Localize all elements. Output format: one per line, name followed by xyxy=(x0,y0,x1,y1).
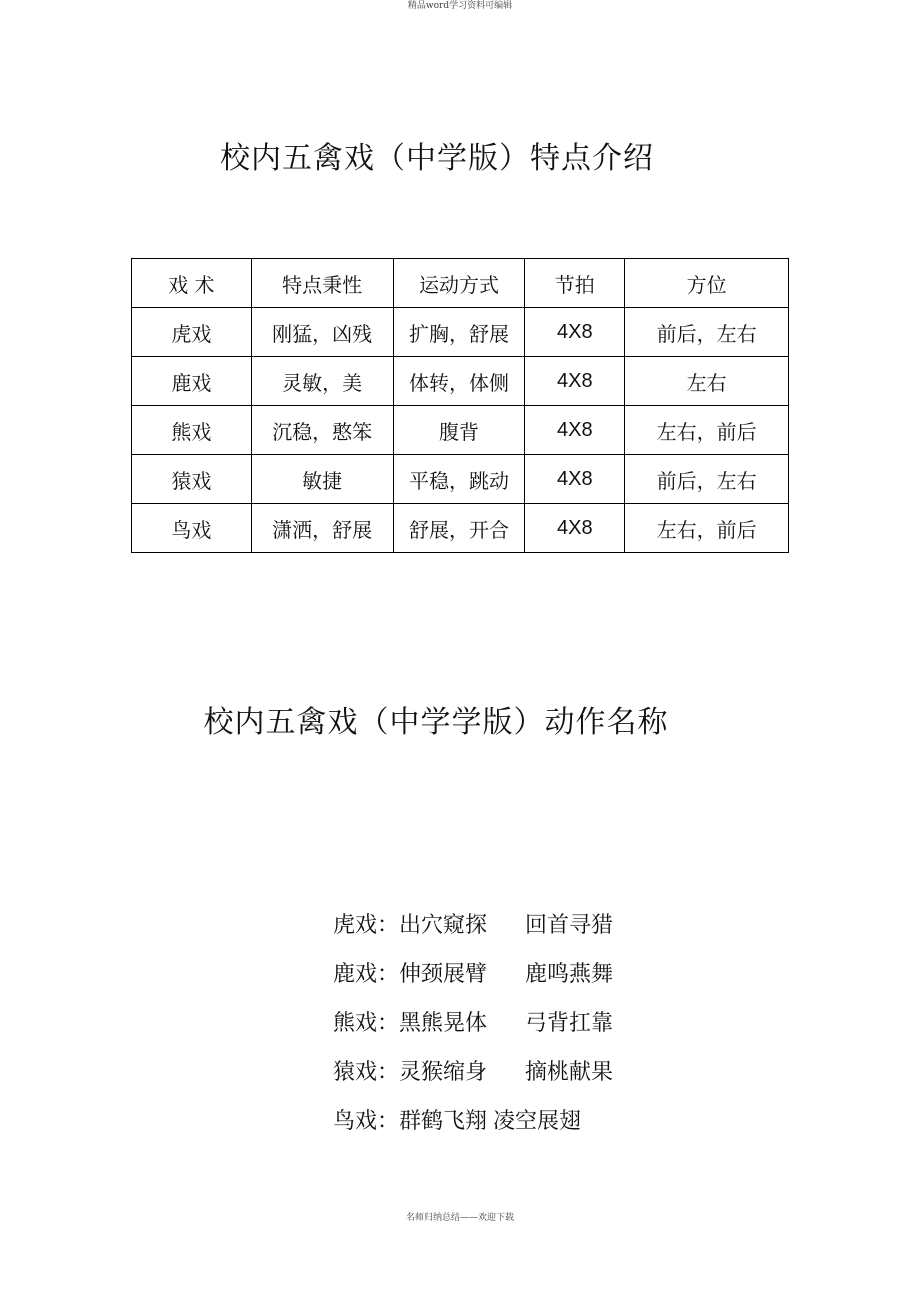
table-cell: 鸟戏 xyxy=(132,504,252,553)
table-cell: 刚猛，凶残 xyxy=(251,308,393,357)
move-animal: 熊戏： xyxy=(332,1011,399,1036)
table-cell: 沉稳，憨笨 xyxy=(251,406,393,455)
table-cell: 舒展，开合 xyxy=(393,504,525,553)
table-cell: 猿戏 xyxy=(132,455,252,504)
header-cell: 特点秉性 xyxy=(251,259,393,308)
move-name: 凌空展翅 xyxy=(493,1109,582,1134)
table-cell: 腹背 xyxy=(393,406,525,455)
table-cell: 扩胸，舒展 xyxy=(393,308,525,357)
table-cell: 左右，前后 xyxy=(625,504,789,553)
move-animal: 虎戏： xyxy=(332,913,399,938)
table-header-row xyxy=(132,259,789,308)
table-cell: 左右 xyxy=(625,357,789,406)
table-cell: 4X8 xyxy=(525,308,625,357)
move-name: 回首寻猎 xyxy=(525,913,614,938)
table-cell: 4X8 xyxy=(525,504,625,553)
header-cell: 节拍 xyxy=(525,259,625,308)
table-cell: 4X8 xyxy=(525,357,625,406)
features-table xyxy=(131,258,789,553)
move-animal: 鸟戏： xyxy=(332,1109,399,1134)
table-cell: 前后，左右 xyxy=(625,308,789,357)
move-name: 灵猴缩身 xyxy=(399,1060,488,1085)
table-cell: 4X8 xyxy=(525,455,625,504)
table-cell: 平稳，跳动 xyxy=(393,455,525,504)
move-animal: 鹿戏： xyxy=(332,962,399,987)
table-cell: 前后，左右 xyxy=(625,455,789,504)
page-title: 校内五禽戏（中学版）特点介绍 xyxy=(220,141,654,176)
table-row xyxy=(132,406,789,455)
table-cell: 体转，体侧 xyxy=(393,357,525,406)
table-cell: 虎戏 xyxy=(132,308,252,357)
table-cell: 敏捷 xyxy=(251,455,393,504)
header-note: 精品word学习资料可编辑 xyxy=(407,1,513,11)
move-name: 弓背扛靠 xyxy=(525,1011,614,1036)
table-cell: 熊戏 xyxy=(132,406,252,455)
header-cell: 戏 术 xyxy=(132,259,252,308)
move-name: 出穴窥探 xyxy=(399,913,488,938)
table-cell: 4X8 xyxy=(525,406,625,455)
move-animal: 猿戏： xyxy=(332,1060,399,1085)
table-row xyxy=(132,357,789,406)
move-name: 鹿鸣燕舞 xyxy=(525,962,614,987)
move-name: 群鹤飞翔 xyxy=(399,1109,488,1134)
header-cell: 方位 xyxy=(625,259,789,308)
section-title: 校内五禽戏（中学学版）动作名称 xyxy=(203,705,669,740)
moves-list xyxy=(305,852,614,1134)
table-cell: 灵敏，美 xyxy=(251,357,393,406)
table-row xyxy=(132,455,789,504)
table-cell: 鹿戏 xyxy=(132,357,252,406)
table-row xyxy=(132,308,789,357)
footer-note: 名师归纳总结——欢迎下载 xyxy=(405,1213,514,1223)
table-cell: 左右，前后 xyxy=(625,406,789,455)
table-cell: 潇洒，舒展 xyxy=(251,504,393,553)
move-name: 黑熊晃体 xyxy=(399,1011,488,1036)
move-name: 摘桃献果 xyxy=(525,1060,614,1085)
list-item xyxy=(305,852,614,938)
table-row xyxy=(132,504,789,553)
move-name: 伸颈展臂 xyxy=(399,962,488,987)
header-cell: 运动方式 xyxy=(393,259,525,308)
